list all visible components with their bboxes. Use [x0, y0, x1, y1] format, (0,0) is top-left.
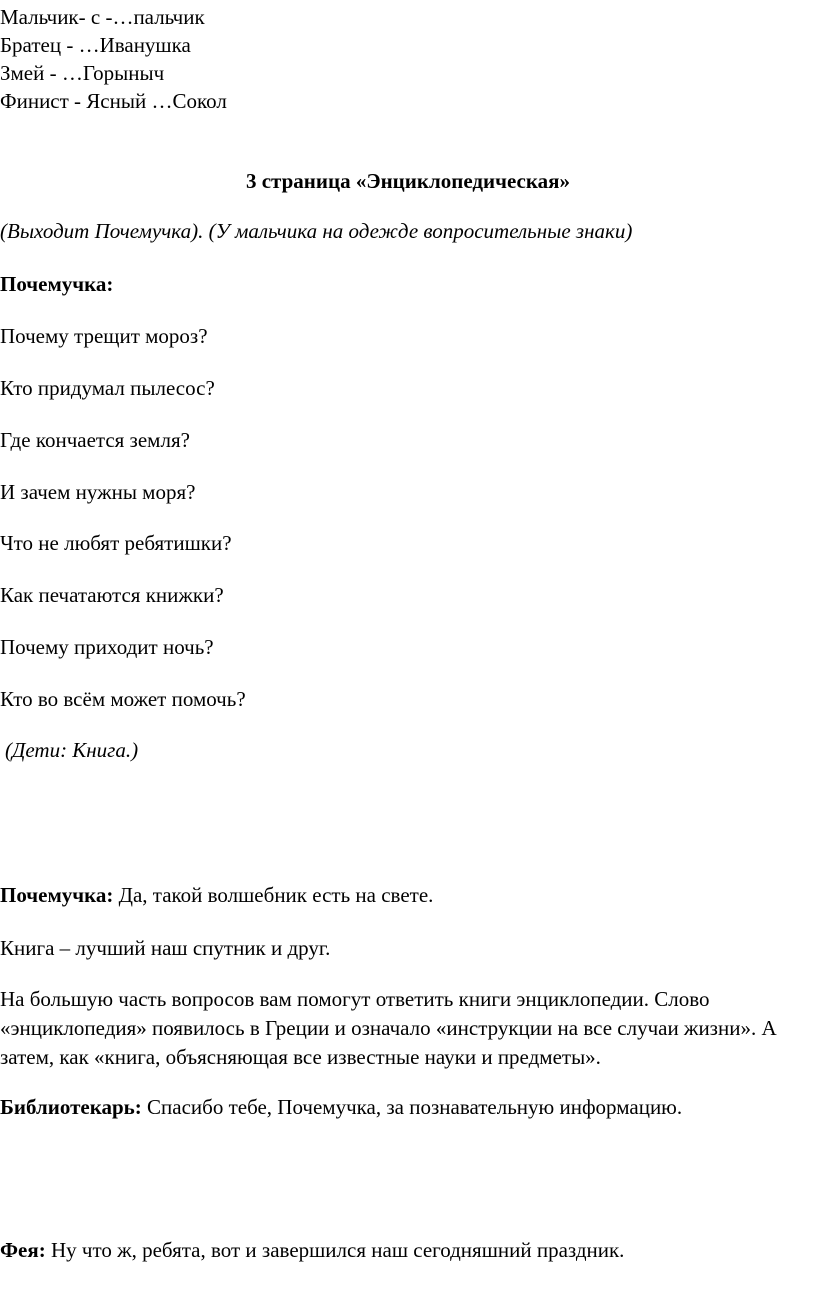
speaker-label: Фея: [0, 1238, 46, 1262]
speech-line [0, 1237, 624, 1263]
stage-direction: (Выходит Почемучка). (У мальчика на одежде вопросительные знаки) [0, 219, 633, 243]
speech-text: Да, такой волшебник есть на свете. [113, 883, 434, 907]
speaker-label: Почемучка: [0, 272, 114, 296]
question-line: Почему трещит мороз? [0, 324, 208, 348]
question-line: Где кончается земля? [0, 428, 190, 452]
question-line: Почему приходит ночь? [0, 635, 214, 659]
section-title: 3 страница «Энциклопедическая» [245, 169, 571, 193]
question-line: И зачем нужны моря? [0, 480, 196, 504]
question-line: Что не любят ребятишки? [0, 531, 232, 555]
speech-line [0, 882, 433, 908]
pair-line: Мальчик- с -…пальчик [0, 5, 205, 29]
pair-line: Змей - …Горыныч [0, 61, 165, 85]
question-line: Кто придумал пылесос? [0, 376, 215, 400]
question-line: Как печатаются книжки? [0, 583, 224, 607]
speaker-label: Почемучка: [0, 883, 114, 907]
speech-text: Спасибо тебе, Почемучка, за познавательную информацию. [141, 1095, 683, 1119]
pair-line: Финист - Ясный …Сокол [0, 89, 227, 113]
encyclopedia-paragraph: На большую часть вопросов вам помогут ответить книги энциклопедии. Слово «энциклопедия» появилось в Греции и означало «инструкции на все случаи жизни». А затем, как «книга, объясняющая все известные науки и предметы». [0, 987, 777, 1069]
speech-text: Ну что ж, ребята, вот и завершился наш сегодняшний праздник. [45, 1238, 625, 1262]
speech-line [0, 1094, 682, 1120]
question-line: Кто во всём может помочь? [0, 687, 246, 711]
book-line: Книга – лучший наш спутник и друг. [0, 936, 331, 960]
children-answer: (Дети: Книга.) [5, 738, 139, 762]
speaker-label: Библиотекарь: [0, 1095, 142, 1119]
pair-line: Братец - …Иванушка [0, 33, 191, 57]
